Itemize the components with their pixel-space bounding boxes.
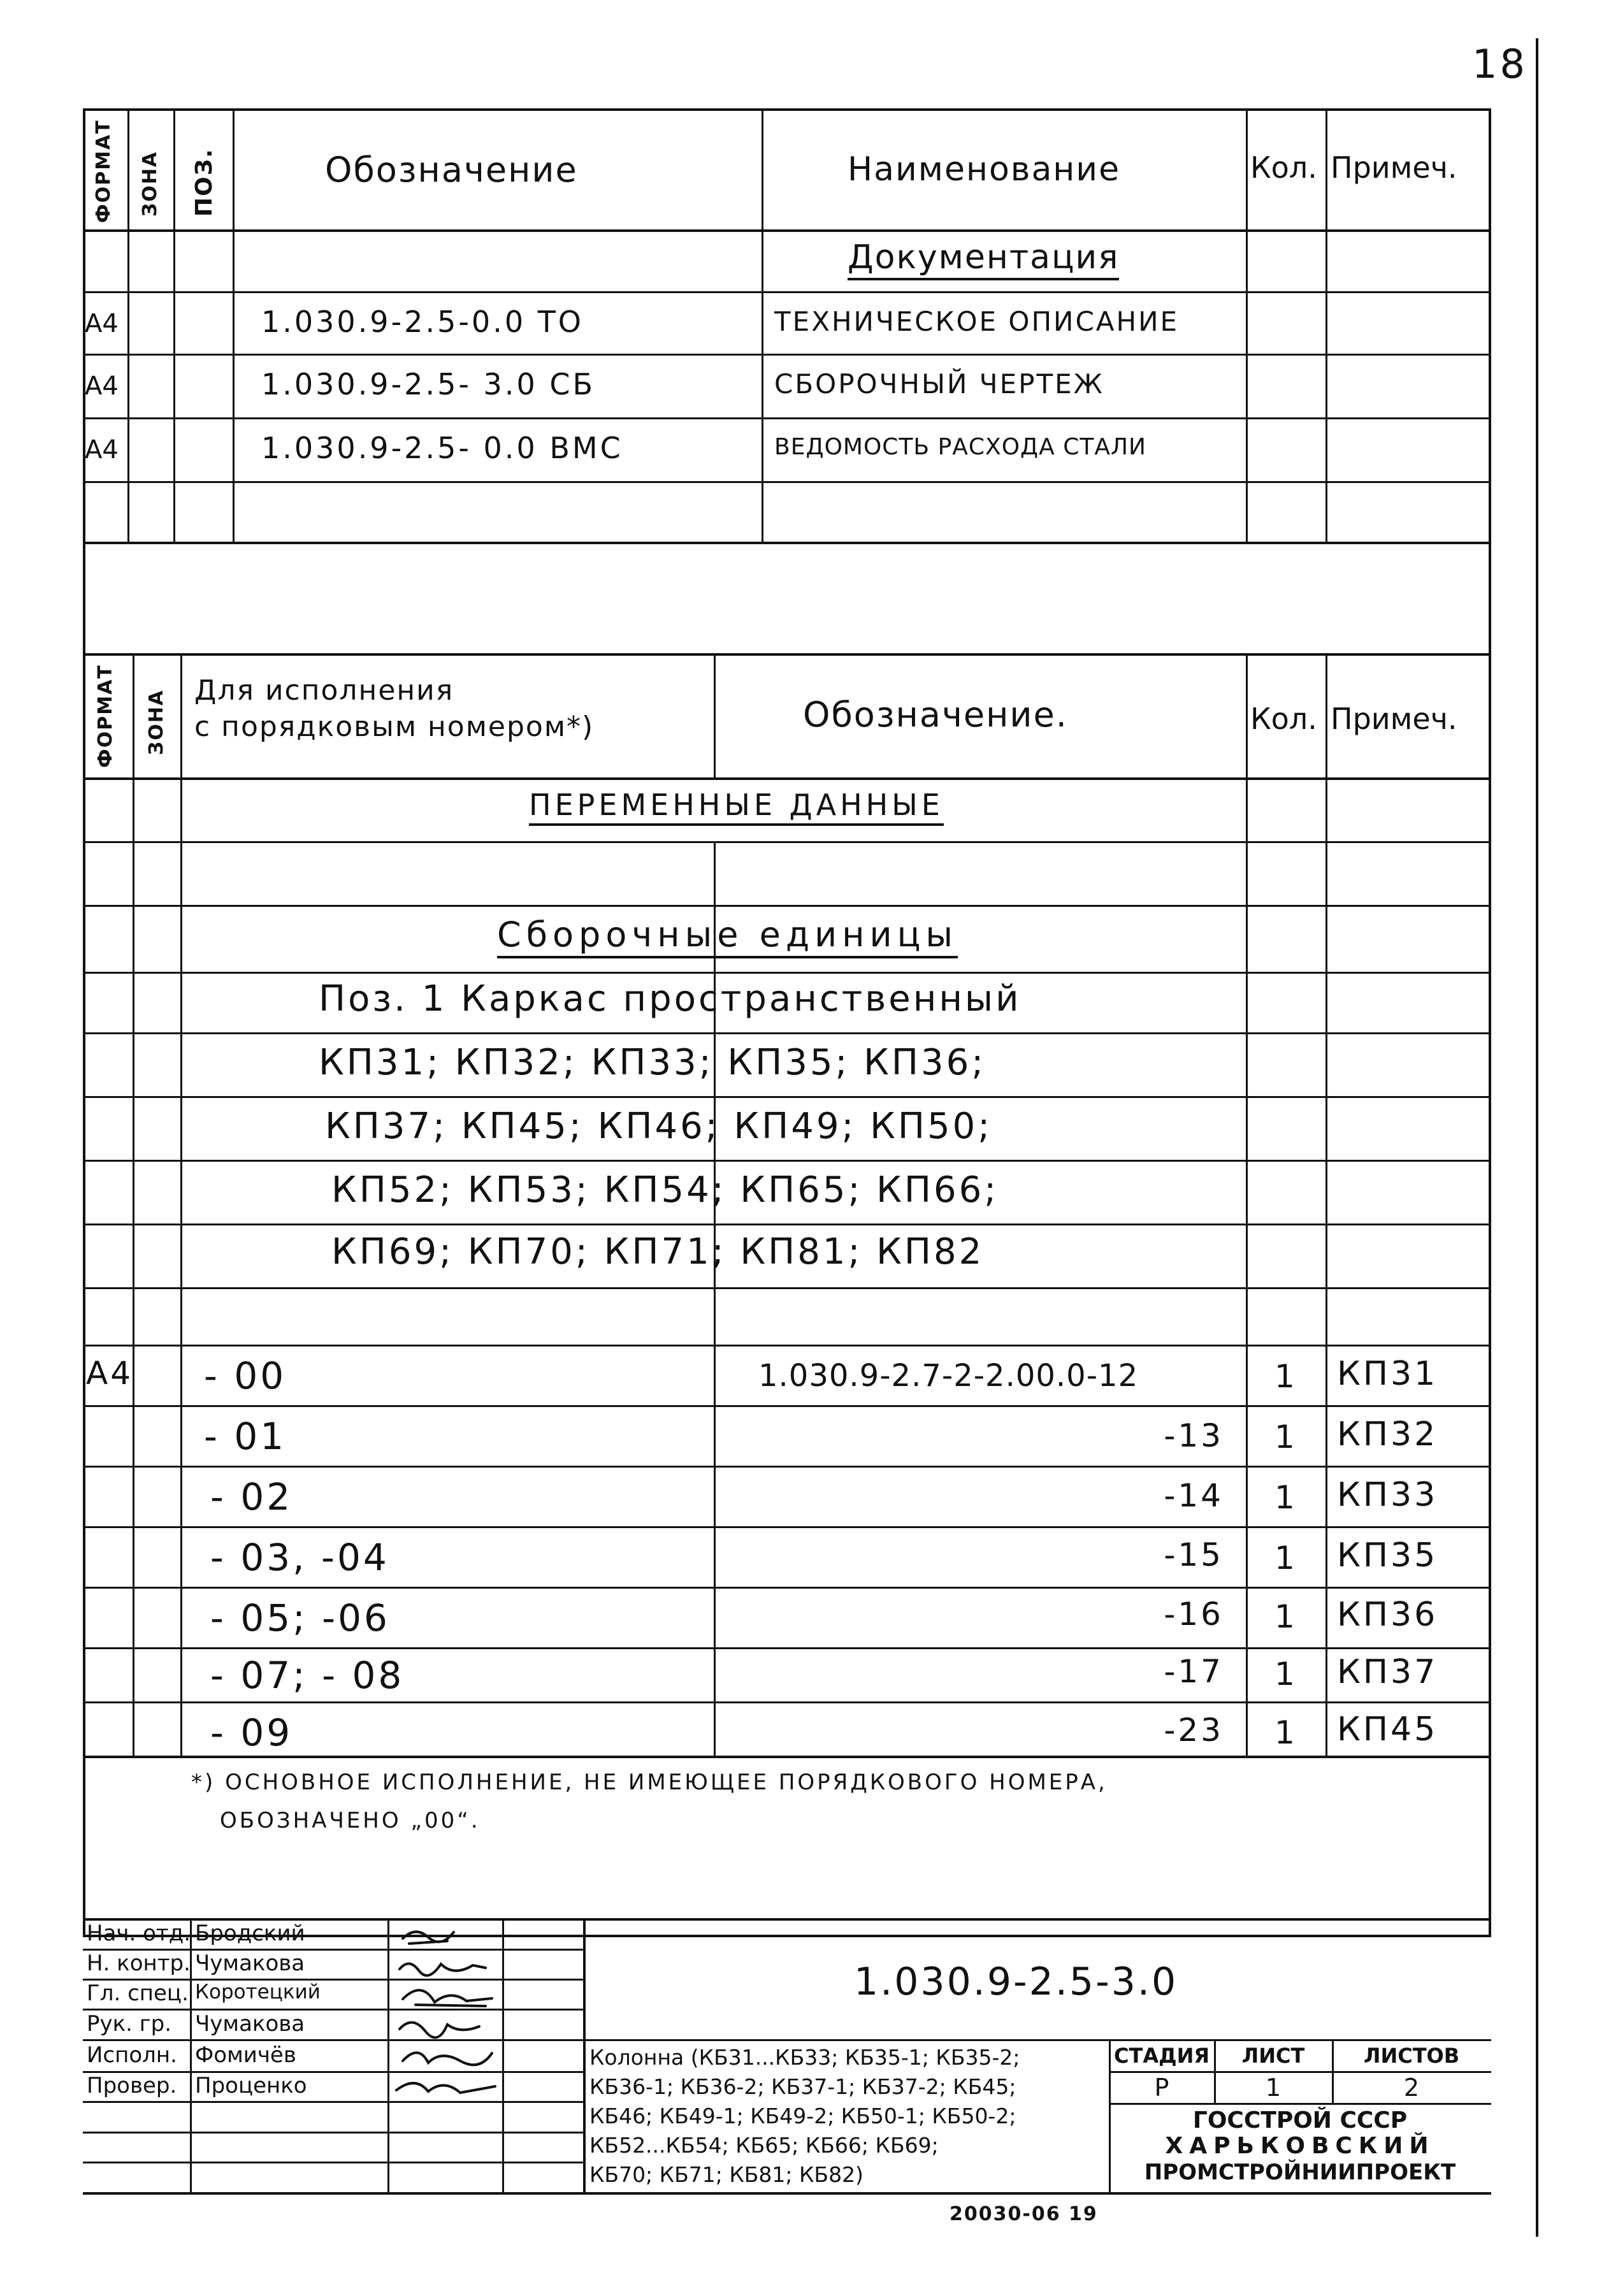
description-line-5: КБ70; КБ71; КБ81; КБ82) xyxy=(589,2162,863,2187)
row3-format: А4 xyxy=(85,435,119,465)
footnote-line-2: ОБОЗНАЧЕНО „00“. xyxy=(220,1808,480,1833)
row-line xyxy=(83,1224,1491,1225)
exec-row-designation: -23 xyxy=(1164,1712,1224,1749)
signature-stroke xyxy=(403,2053,492,2065)
position-line-4: КП52; КП53; КП54; КП65; КП66; xyxy=(331,1169,999,1211)
section-variable-data: ПЕРЕМЕННЫЕ ДАННЫЕ xyxy=(529,790,944,826)
role-label: Н. контр. xyxy=(87,1951,191,1976)
exec-row-qty: 1 xyxy=(1275,1598,1297,1635)
var-header-designation: Обозначение. xyxy=(803,695,1068,735)
row-line xyxy=(83,481,1491,483)
var-header-qty: Кол. xyxy=(1250,702,1317,736)
row-line xyxy=(83,2039,583,2041)
stage-value: Р xyxy=(1154,2074,1169,2102)
col-line xyxy=(762,108,763,542)
header-pos: ПОЗ. xyxy=(191,148,217,217)
row-line xyxy=(83,2009,583,2011)
sheets-label: ЛИСТОВ xyxy=(1363,2044,1460,2068)
exec-row-note: КП31 xyxy=(1337,1355,1438,1393)
col-line xyxy=(173,108,175,542)
position-line-5: КП69; КП70; КП71; КП81; КП82 xyxy=(331,1231,985,1273)
row-line xyxy=(83,2132,583,2134)
col-line xyxy=(1325,653,1327,1756)
var-header-zone: ЗОНА xyxy=(145,689,168,755)
header-note: Примеч. xyxy=(1331,150,1457,185)
exec-row-execution: - 07; - 08 xyxy=(210,1654,405,1697)
row-line xyxy=(83,777,1491,780)
row-line xyxy=(83,1647,1491,1649)
row-line xyxy=(583,2039,1491,2041)
role-name: Чумакова xyxy=(195,2011,305,2037)
exec-row-execution: - 00 xyxy=(204,1354,287,1397)
section-documentation: Документация xyxy=(848,241,1119,280)
position-line-1: Поз. 1 Каркас пространственный xyxy=(319,978,1022,1020)
col-line xyxy=(127,108,129,542)
exec-row-qty: 1 xyxy=(1275,1540,1297,1577)
row-line xyxy=(83,1405,1491,1407)
var-header-execution: Для исполнения с порядковым номером*) xyxy=(194,674,595,744)
col-line xyxy=(233,108,235,542)
org-line-2: ХАРЬКОВСКИЙ xyxy=(1165,2133,1435,2159)
footnote-line-1: *) ОСНОВНОЕ ИСПОЛНЕНИЕ, НЕ ИМЕЮЩЕЕ ПОРЯДКОВОГО НОМЕРА, xyxy=(191,1770,1108,1795)
row-line xyxy=(83,354,1491,356)
row-line xyxy=(83,1587,1491,1589)
col-line xyxy=(133,653,134,1756)
exec-row-format: А4 xyxy=(86,1355,134,1392)
header-format: ФОРМАТ xyxy=(92,119,115,223)
exec-row-qty: 1 xyxy=(1275,1419,1297,1455)
sheet-value: 1 xyxy=(1265,2074,1282,2102)
exec-row-note: КП35 xyxy=(1337,1536,1438,1575)
row-line xyxy=(1109,2071,1491,2073)
role-label: Провер. xyxy=(87,2073,177,2098)
exec-row-note: КП33 xyxy=(1337,1476,1438,1514)
row-line xyxy=(83,1526,1491,1528)
right-margin-line xyxy=(1536,38,1538,2237)
row3-name: ВЕДОМОСТЬ РАСХОДА СТАЛИ xyxy=(774,434,1146,460)
row-line xyxy=(83,2162,583,2163)
role-name: Проценко xyxy=(195,2073,307,2098)
signatures xyxy=(390,1919,500,2130)
sheets-value: 2 xyxy=(1403,2074,1420,2102)
role-name: Фомичёв xyxy=(195,2042,296,2068)
var-header-note: Примеч. xyxy=(1331,702,1457,736)
sheet-label: ЛИСТ xyxy=(1241,2044,1305,2068)
row-line xyxy=(83,1756,1491,1758)
exec-row-note: КП36 xyxy=(1337,1596,1438,1634)
role-name: Чумакова xyxy=(195,1951,305,1976)
row1-name: ТЕХНИЧЕСКОЕ ОПИСАНИЕ xyxy=(774,306,1180,337)
bottom-code: 20030-06 19 xyxy=(950,2203,1098,2225)
role-label: Гл. спец. xyxy=(87,1981,189,2006)
header-qty: Кол. xyxy=(1250,150,1317,185)
exec-row-note: КП37 xyxy=(1337,1653,1438,1691)
row-line xyxy=(83,1096,1491,1098)
role-label: Рук. гр. xyxy=(87,2011,172,2037)
signature-stroke xyxy=(403,1931,454,1944)
row-line xyxy=(83,2101,583,2103)
row2-format: А4 xyxy=(85,372,119,401)
row-line xyxy=(83,1345,1491,1347)
exec-row-execution: - 05; -06 xyxy=(210,1596,390,1640)
row-line xyxy=(83,972,1491,974)
exec-row-execution: - 03, -04 xyxy=(210,1536,389,1579)
row2-designation: 1.030.9-2.5- 3.0 СБ xyxy=(261,367,596,401)
page-number: 18 xyxy=(1472,41,1528,87)
col-line xyxy=(1246,653,1248,1756)
row1-designation: 1.030.9-2.5-0.0 ТО xyxy=(261,305,584,339)
col-line xyxy=(583,1918,586,2192)
row-line xyxy=(83,653,1491,656)
role-label: Нач. отд. xyxy=(87,1921,191,1946)
col-line xyxy=(502,1918,504,2192)
row-line xyxy=(83,1701,1491,1703)
exec-row-execution: - 09 xyxy=(210,1711,293,1754)
position-line-2: КП31; КП32; КП33; КП35; КП36; xyxy=(319,1042,986,1083)
exec-row-note: КП45 xyxy=(1337,1710,1438,1749)
signature-stroke xyxy=(396,2083,495,2093)
section-assembly-units: Сборочные единицы xyxy=(497,918,958,958)
org-line-3: ПРОМСТРОЙНИИПРОЕКТ xyxy=(1144,2160,1456,2185)
col-line xyxy=(714,653,716,777)
row-line xyxy=(1109,2103,1491,2105)
header-name: Наименование xyxy=(848,150,1121,189)
exec-row-qty: 1 xyxy=(1275,1714,1297,1751)
exec-row-designation: -15 xyxy=(1164,1536,1224,1573)
col-line xyxy=(180,653,182,1756)
row-line xyxy=(83,542,1491,544)
row-line xyxy=(83,1160,1491,1162)
description-line-2: КБ36-1; КБ36-2; КБ37-1; КБ37-2; КБ45; xyxy=(589,2074,1016,2099)
exec-row-designation: -13 xyxy=(1164,1417,1224,1454)
exec-row-note: КП32 xyxy=(1337,1415,1438,1454)
row-line xyxy=(83,905,1491,907)
exec-row-execution: - 02 xyxy=(210,1475,293,1519)
signature-stroke xyxy=(400,1963,486,1975)
signature-stroke xyxy=(403,1990,492,2006)
col-line xyxy=(387,1918,389,2192)
exec-row-qty: 1 xyxy=(1275,1479,1297,1516)
header-designation: Обозначение xyxy=(325,150,578,190)
description-line-1: Колонна (КБ31...КБ33; КБ35-1; КБ35-2; xyxy=(589,2045,1020,2070)
row1-format: А4 xyxy=(85,309,119,338)
var-header-format: ФОРМАТ xyxy=(94,664,117,768)
col-line xyxy=(1246,108,1248,542)
row3-designation: 1.030.9-2.5- 0.0 ВМС xyxy=(261,431,623,465)
row-line xyxy=(83,291,1491,293)
stage-label: СТАДИЯ xyxy=(1114,2044,1210,2068)
description-line-4: КБ52...КБ54; КБ65; КБ66; КБ69; xyxy=(589,2133,939,2158)
exec-row-designation: -14 xyxy=(1164,1477,1224,1514)
row-line xyxy=(83,417,1491,419)
exec-row-qty: 1 xyxy=(1275,1656,1297,1693)
role-label: Исполн. xyxy=(87,2042,177,2068)
row2-name: СБОРОЧНЫЙ ЧЕРТЕЖ xyxy=(774,368,1104,400)
exec-row-designation: 1.030.9-2.7-2-2.00.0-12 xyxy=(758,1358,1139,1394)
row-line xyxy=(83,229,1491,232)
row-line xyxy=(83,841,1491,843)
title-block-bottom-line xyxy=(83,2192,1491,2195)
row-line xyxy=(83,1032,1491,1034)
col-line xyxy=(1325,108,1327,542)
role-name: Бродский xyxy=(195,1921,305,1946)
org-line-1: ГОССТРОЙ СССР xyxy=(1192,2107,1408,2134)
description-line-3: КБ46; КБ49-1; КБ49-2; КБ50-1; КБ50-2; xyxy=(589,2104,1016,2128)
exec-row-designation: -16 xyxy=(1164,1596,1224,1633)
position-line-3: КП37; КП45; КП46; КП49; КП50; xyxy=(325,1106,993,1147)
role-name: Коротецкий xyxy=(195,1981,321,2004)
exec-row-qty: 1 xyxy=(1275,1358,1297,1395)
exec-row-designation: -17 xyxy=(1164,1653,1224,1690)
header-zone: ЗОНА xyxy=(139,150,161,217)
document-number: 1.030.9-2.5-3.0 xyxy=(854,1960,1178,2004)
exec-row-execution: - 01 xyxy=(204,1415,287,1458)
row-line xyxy=(83,1466,1491,1468)
signature-stroke xyxy=(400,2023,479,2038)
row-line xyxy=(83,1287,1491,1289)
